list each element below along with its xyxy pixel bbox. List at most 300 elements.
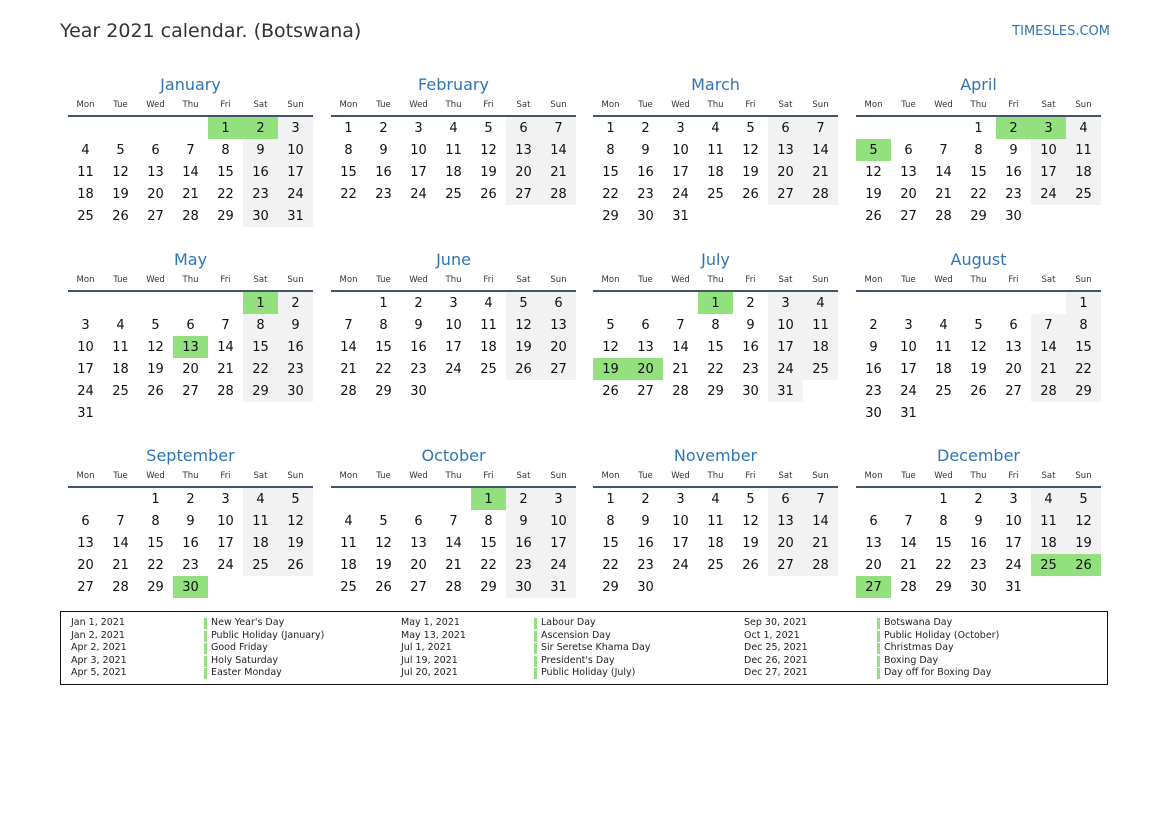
day-cell: 9 [1009,142,1018,158]
empty-cell [926,292,961,314]
day-cell: 21 [112,557,129,573]
day-cell: 25 [935,383,952,399]
day-cell: 11 [112,339,129,355]
day-cell: 11 [1031,510,1066,532]
weekday-header [856,95,1101,117]
weekday-label: Sun [1075,471,1092,481]
month-february [331,75,576,205]
weekday-label: Thu [970,471,987,481]
day-cell: 21 [1031,358,1066,380]
day-cell: 12 [1066,510,1101,532]
holiday-name: Public Holiday (January) [211,629,325,641]
day-cell: 21 [672,361,689,377]
day-cell: 8 [606,513,615,529]
day-cell: 2 [278,292,313,314]
day-cell: 12 [480,142,497,158]
day-cell: 10 [77,339,94,355]
day-cell: 4 [1066,117,1101,139]
holiday-marker [877,643,880,654]
day-cell: 13 [865,535,882,551]
holiday-date: Apr 3, 2021 [71,654,127,666]
day-cell: 20 [182,361,199,377]
day-cell: 30 [506,576,541,598]
day-cell: 27 [856,576,891,598]
month-name: June [436,250,471,269]
day-cell: 2 [974,491,983,507]
day-cell: 9 [869,339,878,355]
day-cell: 18 [340,557,357,573]
day-cell: 20 [77,557,94,573]
month-name: March [691,75,740,94]
holiday-list [60,611,1108,685]
day-cell: 20 [865,557,882,573]
holiday-marker [204,643,207,654]
weekday-label: Thu [707,471,724,481]
day-cell: 11 [707,513,724,529]
day-cell: 14 [217,339,234,355]
day-cell: 11 [707,142,724,158]
weekday-label: Tue [901,471,916,481]
holiday-name: Botswana Day [884,617,953,628]
empty-cell [628,292,663,314]
empty-cell [68,292,103,314]
day-cell: 10 [445,317,462,333]
holiday-name: Public Holiday (October) [884,629,1000,641]
day-cell: 15 [340,164,357,180]
holiday-date: Jul 1, 2021 [401,642,452,653]
day-cell: 15 [217,164,234,180]
site-link[interactable]: TIMESLES.COM [1012,24,1110,39]
day-cell: 17 [445,339,462,355]
weekday-label: Wed [409,100,428,110]
day-cell: 17 [1005,535,1022,551]
day-cell: 6 [768,117,803,139]
weekday-label: Tue [901,100,916,110]
day-cell: 2 [506,488,541,510]
holiday-name: Christmas Day [884,642,954,653]
day-cell: 22 [602,186,619,202]
weekday-label: Tue [376,100,391,110]
holiday-name: President's Day [541,654,615,666]
weekday-label: Fri [1008,100,1019,110]
day-cell: 12 [865,164,882,180]
day-cell: 27 [900,208,917,224]
day-cell: 19 [970,361,987,377]
day-cell: 3 [904,317,913,333]
day-grid [856,292,1101,424]
day-cell: 6 [541,292,576,314]
holiday-name: Boxing Day [884,654,939,666]
day-cell: 8 [939,513,948,529]
weekday-label: Thu [970,100,987,110]
empty-cell [103,292,138,314]
day-grid [856,117,1101,227]
day-cell: 22 [970,186,987,202]
day-cell: 23 [742,361,759,377]
empty-cell [996,292,1031,314]
day-cell: 18 [803,336,838,358]
weekday-label: Thu [707,100,724,110]
empty-cell [891,117,926,139]
day-cell: 25 [445,186,462,202]
weekday-label: Fri [1008,471,1019,481]
day-cell: 19 [506,336,541,358]
weekday-label: Thu [445,275,462,285]
day-cell: 13 [637,339,654,355]
day-cell: 24 [900,383,917,399]
holiday-marker [534,618,537,629]
weekday-label: Sat [778,471,793,481]
day-cell: 17 [541,532,576,554]
month-name: February [418,75,489,94]
weekday-label: Sat [778,100,793,110]
day-cell: 14 [672,339,689,355]
day-cell: 5 [116,142,125,158]
weekday-label: Thu [182,471,199,481]
day-grid [856,488,1101,598]
month-name: January [160,75,221,94]
weekday-label: Sun [550,275,567,285]
empty-cell [103,488,138,510]
day-cell: 11 [77,164,94,180]
day-cell: 8 [151,513,160,529]
empty-cell [173,292,208,314]
day-cell: 3 [1009,491,1018,507]
day-cell: 14 [340,339,357,355]
holiday-name: New Year's Day [211,617,285,628]
weekday-label: Mon [76,275,95,285]
day-cell: 25 [1066,183,1101,205]
day-cell: 1 [344,120,353,136]
weekday-label: Fri [483,471,494,481]
day-cell: 29 [480,579,497,595]
day-cell: 16 [970,535,987,551]
day-cell: 1 [939,491,948,507]
day-cell: 4 [939,317,948,333]
day-cell: 31 [77,405,94,421]
day-cell: 27 [506,183,541,205]
day-cell: 15 [243,336,278,358]
day-cell: 29 [602,208,619,224]
day-cell: 23 [865,383,882,399]
day-cell: 21 [803,532,838,554]
month-july [593,250,838,402]
day-cell: 25 [77,208,94,224]
holiday-date: Jul 20, 2021 [401,667,458,678]
day-cell: 14 [803,510,838,532]
day-cell: 9 [186,513,195,529]
holiday-date: Jul 19, 2021 [401,654,458,666]
day-cell: 17 [900,361,917,377]
weekday-header [593,270,838,292]
day-cell: 19 [742,535,759,551]
holiday-date: Apr 5, 2021 [71,667,127,678]
holiday-date: Oct 1, 2021 [744,629,800,641]
day-cell: 15 [480,535,497,551]
day-cell: 14 [112,535,129,551]
day-cell: 17 [217,535,234,551]
day-cell: 28 [182,208,199,224]
weekday-label: Wed [409,275,428,285]
day-cell: 5 [606,317,615,333]
day-cell: 19 [742,164,759,180]
day-cell: 17 [672,535,689,551]
weekday-label: Mon [76,100,95,110]
weekday-header [331,270,576,292]
day-cell: 9 [243,139,278,161]
day-cell: 10 [217,513,234,529]
day-cell: 14 [900,535,917,551]
month-may [68,250,313,424]
weekday-label: Sun [287,471,304,481]
day-cell: 6 [869,513,878,529]
day-cell: 17 [672,164,689,180]
day-cell: 9 [379,142,388,158]
day-cell: 5 [1066,488,1101,510]
day-cell: 23 [375,186,392,202]
day-cell: 7 [449,513,458,529]
day-cell: 7 [344,317,353,333]
day-cell: 23 [637,557,654,573]
day-cell: 25 [1031,554,1066,576]
day-cell: 26 [480,186,497,202]
weekday-label: Tue [113,275,128,285]
holiday-marker [534,643,537,654]
day-cell: 10 [1005,513,1022,529]
day-cell: 5 [484,120,493,136]
day-cell: 27 [147,208,164,224]
day-cell: 29 [602,579,619,595]
day-cell: 27 [410,579,427,595]
day-cell: 2 [641,491,650,507]
weekday-label: Sat [253,471,268,481]
day-cell: 28 [340,383,357,399]
day-cell: 23 [278,358,313,380]
day-cell: 1 [606,491,615,507]
day-cell: 21 [182,186,199,202]
day-cell: 9 [641,513,650,529]
month-october [331,446,576,598]
day-cell: 30 [1005,208,1022,224]
day-cell: 9 [506,510,541,532]
empty-cell [593,292,628,314]
day-cell: 14 [803,139,838,161]
day-cell: 10 [1031,139,1066,161]
weekday-label: Fri [220,275,231,285]
weekday-label: Sat [516,100,531,110]
month-name: May [173,250,208,269]
day-cell: 10 [768,314,803,336]
day-cell: 20 [900,186,917,202]
day-grid [331,488,576,598]
day-cell: 24 [541,554,576,576]
month-june [331,250,576,402]
day-cell: 16 [182,535,199,551]
day-cell: 28 [1031,380,1066,402]
weekday-label: Thu [707,275,724,285]
weekday-label: Mon [339,471,358,481]
weekday-label: Sat [253,275,268,285]
day-cell: 1 [151,491,160,507]
day-cell: 14 [1031,336,1066,358]
weekday-label: Sat [516,275,531,285]
day-cell: 13 [1005,339,1022,355]
day-cell: 26 [865,208,882,224]
day-cell: 13 [173,336,208,358]
weekday-label: Fri [220,100,231,110]
weekday-label: Mon [864,275,883,285]
weekday-label: Sun [1075,100,1092,110]
day-cell: 27 [768,183,803,205]
day-cell: 4 [711,491,720,507]
day-cell: 28 [672,383,689,399]
day-cell: 19 [865,186,882,202]
weekday-label: Thu [445,100,462,110]
day-cell: 16 [865,361,882,377]
day-cell: 23 [410,361,427,377]
day-cell: 7 [939,142,948,158]
holiday-date: Dec 25, 2021 [744,642,808,653]
day-cell: 8 [379,317,388,333]
day-cell: 20 [768,161,803,183]
weekday-label: Sat [1041,100,1056,110]
weekday-label: Mon [601,100,620,110]
empty-cell [331,488,366,510]
day-cell: 29 [147,579,164,595]
weekday-label: Sun [812,100,829,110]
day-cell: 7 [1031,314,1066,336]
day-cell: 12 [147,339,164,355]
day-cell: 20 [768,532,803,554]
day-cell: 25 [707,557,724,573]
day-cell: 19 [147,361,164,377]
empty-cell [331,292,366,314]
empty-cell [436,488,471,510]
day-cell: 1 [471,488,506,510]
day-cell: 6 [414,513,423,529]
day-cell: 12 [970,339,987,355]
empty-cell [1031,292,1066,314]
day-cell: 26 [278,554,313,576]
holiday-date: Apr 2, 2021 [71,642,127,653]
holiday-name: Easter Monday [211,667,282,678]
day-cell: 16 [1005,164,1022,180]
day-cell: 6 [768,488,803,510]
weekday-label: Wed [146,471,165,481]
day-cell: 23 [970,557,987,573]
day-cell: 26 [602,383,619,399]
holiday-name: Public Holiday (July) [541,667,636,678]
day-cell: 14 [935,164,952,180]
holiday-name: Ascension Day [541,629,611,641]
day-cell: 5 [151,317,160,333]
weekday-header [68,95,313,117]
day-cell: 18 [1066,161,1101,183]
day-cell: 7 [221,317,230,333]
day-cell: 9 [641,142,650,158]
day-cell: 26 [147,383,164,399]
day-cell: 16 [410,339,427,355]
holiday-marker [204,618,207,629]
day-cell: 29 [217,208,234,224]
month-name: April [960,75,997,94]
weekday-label: Mon [864,471,883,481]
day-cell: 5 [746,491,755,507]
weekday-header [856,270,1101,292]
day-cell: 30 [278,380,313,402]
day-cell: 3 [449,295,458,311]
day-cell: 15 [147,535,164,551]
weekday-label: Sun [287,275,304,285]
weekday-label: Wed [671,471,690,481]
holiday-marker [534,656,537,667]
day-cell: 15 [1066,336,1101,358]
day-cell: 7 [676,317,685,333]
day-cell: 28 [803,554,838,576]
weekday-label: Wed [934,275,953,285]
day-cell: 14 [182,164,199,180]
day-cell: 8 [243,314,278,336]
empty-cell [138,117,173,139]
empty-cell [401,488,436,510]
month-january [68,75,313,227]
day-cell: 31 [900,405,917,421]
day-cell: 22 [935,557,952,573]
day-cell: 22 [480,557,497,573]
day-cell: 7 [116,513,125,529]
day-cell: 28 [541,183,576,205]
day-cell: 13 [77,535,94,551]
day-cell: 15 [970,164,987,180]
weekday-label: Wed [671,275,690,285]
empty-cell [208,292,243,314]
day-cell: 2 [186,491,195,507]
weekday-header [593,95,838,117]
day-cell: 3 [768,292,803,314]
weekday-label: Sun [812,275,829,285]
day-cell: 3 [278,117,313,139]
weekday-label: Fri [483,275,494,285]
month-name: September [146,446,235,465]
day-cell: 23 [1005,186,1022,202]
day-cell: 26 [1066,554,1101,576]
day-cell: 12 [112,164,129,180]
weekday-label: Wed [146,275,165,285]
day-cell: 28 [445,579,462,595]
day-cell: 4 [1031,488,1066,510]
day-cell: 9 [974,513,983,529]
day-cell: 20 [410,557,427,573]
day-grid [68,488,313,598]
day-cell: 21 [217,361,234,377]
day-cell: 26 [506,358,541,380]
day-cell: 18 [935,361,952,377]
weekday-label: Tue [638,275,653,285]
weekday-header [856,466,1101,488]
weekday-label: Tue [638,100,653,110]
weekday-label: Sat [253,100,268,110]
holiday-date: Jan 1, 2021 [71,617,125,628]
day-cell: 26 [970,383,987,399]
day-cell: 9 [746,317,755,333]
day-cell: 29 [243,380,278,402]
day-cell: 24 [217,557,234,573]
day-cell: 1 [243,292,278,314]
day-cell: 20 [147,186,164,202]
weekday-label: Sun [550,100,567,110]
weekday-label: Fri [745,100,756,110]
day-cell: 15 [602,535,619,551]
